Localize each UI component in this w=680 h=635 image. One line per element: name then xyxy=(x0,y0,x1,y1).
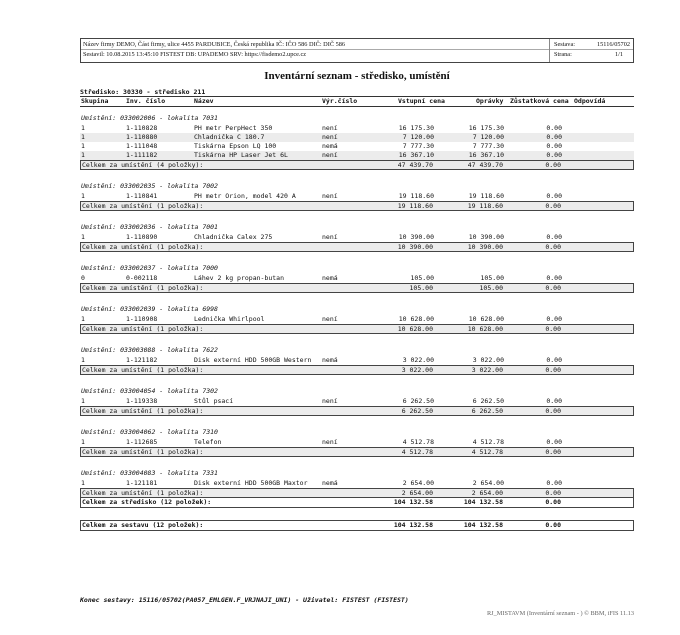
location-label: Umístění: 033004083 - lokalita 7331 xyxy=(81,469,218,477)
location-total-row xyxy=(80,488,634,498)
center-heading: Středisko: 30330 - středisko 211 xyxy=(80,88,206,96)
cell-vstupni: 16 175.30 xyxy=(398,124,434,132)
location-total-zustatkova: 0.00 xyxy=(545,243,561,251)
report-total-label: Celkem za sestavu (12 položek): xyxy=(82,521,204,529)
location-total-zustatkova: 0.00 xyxy=(545,202,561,210)
cell-vstupni: 7 777.30 xyxy=(402,142,434,150)
cell-nazev: Láhev 2 kg propan-butan xyxy=(194,274,285,282)
location-total-zustatkova: 0.00 xyxy=(545,366,561,374)
cell-opravky: 19 118.60 xyxy=(468,192,504,200)
location-heading xyxy=(80,182,634,191)
location-total-row xyxy=(80,324,634,334)
location-total-opravky: 19 118.60 xyxy=(467,202,503,210)
cell-skupina: 1 xyxy=(81,233,85,241)
cell-inv: 1-111048 xyxy=(126,142,158,150)
cell-vstupni: 4 512.78 xyxy=(402,438,434,446)
location-heading xyxy=(80,469,634,478)
table-row xyxy=(80,438,634,447)
location-total-label: Celkem za umístění (1 položka): xyxy=(82,489,204,497)
cell-opravky: 16 367.10 xyxy=(468,151,504,159)
location-label: Umístění: 033002036 - lokalita 7001 xyxy=(81,223,218,231)
cell-opravky: 7 120.00 xyxy=(472,133,504,141)
location-total-zustatkova: 0.00 xyxy=(545,407,561,415)
location-total-label: Celkem za umístění (1 položka): xyxy=(82,202,204,210)
cell-skupina: 1 xyxy=(81,438,85,446)
cell-vyr: není xyxy=(322,151,338,159)
cell-vyr: není xyxy=(322,315,338,323)
strana-label: Strana: xyxy=(554,51,572,58)
location-label: Umístění: 033004054 - lokalita 7302 xyxy=(81,387,218,395)
cell-inv: 1-110908 xyxy=(126,315,158,323)
table-row xyxy=(80,142,634,151)
location-heading xyxy=(80,428,634,437)
table-row xyxy=(80,151,634,160)
location-total-opravky: 10 390.00 xyxy=(467,243,503,251)
location-total-label: Celkem za umístění (1 položka): xyxy=(82,325,204,333)
cell-nazev: Disk externí HDD 500GB Western xyxy=(194,356,312,364)
cell-nazev: Tiskárna Epson LQ 100 xyxy=(194,142,277,150)
location-total-vstupni: 19 118.60 xyxy=(397,202,433,210)
location-total-opravky: 2 654.00 xyxy=(471,489,503,497)
cell-opravky: 3 022.00 xyxy=(472,356,504,364)
location-total-opravky: 4 512.78 xyxy=(471,448,503,456)
cell-nazev: PH metr PerpHect 350 xyxy=(194,124,273,132)
cell-vstupni: 16 367.10 xyxy=(398,151,434,159)
cell-skupina: 1 xyxy=(81,315,85,323)
col-skupina: Skupina xyxy=(81,97,109,105)
table-row xyxy=(80,274,634,283)
location-total-opravky: 6 262.50 xyxy=(471,407,503,415)
cell-opravky: 105.00 xyxy=(480,274,504,282)
sestava-label: Sestava: xyxy=(554,41,575,48)
cell-vyr: nemá xyxy=(322,142,338,150)
location-total-label: Celkem za umístění (1 položka): xyxy=(82,366,204,374)
report-title: Inventární seznam - středisko, umístění xyxy=(264,70,450,82)
location-total-zustatkova: 0.00 xyxy=(545,448,561,456)
cell-skupina: 1 xyxy=(81,479,85,487)
location-total-vstupni: 2 654.00 xyxy=(401,489,433,497)
cell-skupina: 1 xyxy=(81,397,85,405)
cell-inv: 1-121181 xyxy=(126,479,158,487)
cell-opravky: 7 777.30 xyxy=(472,142,504,150)
compiled-info: Sestavil: 10.08.2015 13:45:10 FISTEST DB: UPADEMO SRV: https://fisdemo2.upce.cz xyxy=(83,51,307,58)
report-total-row xyxy=(80,520,634,531)
cell-nazev: Chladnička Calex 275 xyxy=(194,233,273,241)
table-row xyxy=(80,124,634,133)
cell-nazev: Tiskárna HP Laser Jet 6L xyxy=(194,151,288,159)
cell-vyr: není xyxy=(322,124,338,132)
col-zustatkova: Zůstatková cena xyxy=(510,97,569,105)
sestava-value: 15116/05702 xyxy=(596,41,630,48)
table-row xyxy=(80,192,634,201)
strana-value: 1/1 xyxy=(614,51,623,58)
center-total-row xyxy=(80,498,634,508)
location-heading xyxy=(80,264,634,273)
location-label: Umístění: 033002006 - lokalita 7031 xyxy=(81,114,218,122)
cell-vyr: není xyxy=(322,397,338,405)
col-odpovida: Odpovídá xyxy=(574,97,606,105)
center-total-opravky: 104 132.58 xyxy=(463,498,503,506)
location-total-label: Celkem za umístění (4 položky): xyxy=(82,161,204,169)
cell-opravky: 2 654.00 xyxy=(472,479,504,487)
cell-vyr: nemá xyxy=(322,356,338,364)
location-heading xyxy=(80,346,634,355)
location-total-row xyxy=(80,447,634,457)
copyright-line: RJ_MISTAVM (Inventární seznam - ) © BBM, iFIS 11.13 xyxy=(486,610,634,617)
location-label: Umístění: 033002035 - lokalita 7002 xyxy=(81,182,218,190)
cell-opravky: 10 628.00 xyxy=(468,315,504,323)
cell-zustatkova: 0.00 xyxy=(546,124,562,132)
location-total-label: Celkem za umístění (1 položka): xyxy=(82,407,204,415)
location-total-vstupni: 4 512.78 xyxy=(401,448,433,456)
company-info: Název firmy DEMO, Část firmy, ulice 4455 PARDUBICE, Česká republika IČ: IČO 586 DIČ: DIČ 586 xyxy=(83,41,346,48)
cell-vyr: není xyxy=(322,438,338,446)
cell-vstupni: 105.00 xyxy=(410,274,434,282)
table-row xyxy=(80,397,634,406)
cell-vyr: není xyxy=(322,233,338,241)
cell-vyr: není xyxy=(322,133,338,141)
location-total-vstupni: 3 022.00 xyxy=(401,366,433,374)
cell-vstupni: 7 120.00 xyxy=(402,133,434,141)
table-row xyxy=(80,356,634,365)
col-vstupni: Vstupní cena xyxy=(398,97,445,105)
cell-zustatkova: 0.00 xyxy=(546,397,562,405)
center-total-label: Celkem za středisko (12 položek): xyxy=(82,498,212,506)
cell-skupina: 1 xyxy=(81,133,85,141)
location-heading xyxy=(80,387,634,396)
location-heading xyxy=(80,223,634,232)
location-total-label: Celkem za umístění (1 položka): xyxy=(82,448,204,456)
location-label: Umístění: 033004062 - lokalita 7310 xyxy=(81,428,218,436)
cell-inv: 1-119338 xyxy=(126,397,158,405)
cell-vstupni: 3 022.00 xyxy=(402,356,434,364)
location-total-label: Celkem za umístění (1 položka): xyxy=(82,243,204,251)
cell-inv: 1-110890 xyxy=(126,233,158,241)
cell-inv: 1-121182 xyxy=(126,356,158,364)
report-total-vstupni: 104 132.58 xyxy=(393,521,433,529)
location-total-row xyxy=(80,160,634,170)
col-vyr: Výr.číslo xyxy=(322,97,358,105)
cell-nazev: Lednička Whirlpool xyxy=(194,315,265,323)
location-total-vstupni: 6 262.50 xyxy=(401,407,433,415)
cell-zustatkova: 0.00 xyxy=(546,479,562,487)
cell-inv: 1-112685 xyxy=(126,438,158,446)
location-total-row xyxy=(80,201,634,211)
cell-zustatkova: 0.00 xyxy=(546,192,562,200)
cell-vyr: nemá xyxy=(322,274,338,282)
cell-nazev: Telefon xyxy=(194,438,222,446)
cell-vstupni: 19 118.60 xyxy=(398,192,434,200)
cell-inv: 1-110880 xyxy=(126,133,158,141)
cell-opravky: 10 390.00 xyxy=(468,233,504,241)
location-total-opravky: 3 022.00 xyxy=(471,366,503,374)
report-total-zustatkova: 0.00 xyxy=(545,521,561,529)
cell-opravky: 16 175.30 xyxy=(468,124,504,132)
cell-vstupni: 2 654.00 xyxy=(402,479,434,487)
cell-vstupni: 10 390.00 xyxy=(398,233,434,241)
cell-inv: 1-111182 xyxy=(126,151,158,159)
location-total-row xyxy=(80,365,634,375)
cell-skupina: 1 xyxy=(81,142,85,150)
report-end-line: Konec sestavy: 15116/05702(PA057_EMLGEN.F_VRJNAJI_UNI) - Uživatel: FISTEST (FISTEST) xyxy=(80,596,409,604)
location-heading xyxy=(80,305,634,314)
cell-vyr: nemá xyxy=(322,479,338,487)
table-row xyxy=(80,315,634,324)
cell-opravky: 4 512.78 xyxy=(472,438,504,446)
header-column-divider xyxy=(549,39,550,62)
report-total-opravky: 104 132.58 xyxy=(463,521,503,529)
report-header xyxy=(80,38,634,63)
cell-skupina: 1 xyxy=(81,124,85,132)
cell-zustatkova: 0.00 xyxy=(546,438,562,446)
location-total-zustatkova: 0.00 xyxy=(545,284,561,292)
cell-nazev: Disk externí HDD 500GB Maxtor xyxy=(194,479,308,487)
cell-zustatkova: 0.00 xyxy=(546,151,562,159)
cell-nazev: Stůl psací xyxy=(194,397,234,405)
location-total-opravky: 47 439.70 xyxy=(467,161,503,169)
column-header-row xyxy=(80,96,634,107)
location-total-opravky: 10 628.00 xyxy=(467,325,503,333)
location-total-zustatkova: 0.00 xyxy=(545,489,561,497)
cell-vstupni: 6 262.50 xyxy=(402,397,434,405)
cell-inv: 1-110841 xyxy=(126,192,158,200)
cell-vyr: není xyxy=(322,192,338,200)
location-total-row xyxy=(80,242,634,252)
cell-zustatkova: 0.00 xyxy=(546,315,562,323)
header-divider xyxy=(81,49,633,50)
location-label: Umístění: 033002039 - lokalita 6998 xyxy=(81,305,218,313)
table-row xyxy=(80,133,634,142)
location-total-zustatkova: 0.00 xyxy=(545,161,561,169)
center-total-zustatkova: 0.00 xyxy=(545,498,561,506)
location-total-label: Celkem za umístění (1 položka): xyxy=(82,284,204,292)
col-opravky: Oprávky xyxy=(476,97,504,105)
cell-zustatkova: 0.00 xyxy=(546,356,562,364)
col-inv: Inv. číslo xyxy=(126,97,166,105)
cell-zustatkova: 0.00 xyxy=(546,142,562,150)
location-total-row xyxy=(80,283,634,293)
cell-zustatkova: 0.00 xyxy=(546,133,562,141)
cell-nazev: Chladnička C 180.7 xyxy=(194,133,265,141)
location-total-vstupni: 105.00 xyxy=(409,284,433,292)
location-total-zustatkova: 0.00 xyxy=(545,325,561,333)
table-row xyxy=(80,233,634,242)
cell-nazev: PH metr Orion, model 420 A xyxy=(194,192,296,200)
location-label: Umístění: 033003088 - lokalita 7622 xyxy=(81,346,218,354)
location-total-opravky: 105.00 xyxy=(479,284,503,292)
table-row xyxy=(80,479,634,488)
location-label: Umístění: 033002037 - lokalita 7000 xyxy=(81,264,218,272)
location-total-vstupni: 10 390.00 xyxy=(397,243,433,251)
cell-vstupni: 10 628.00 xyxy=(398,315,434,323)
cell-skupina: 1 xyxy=(81,356,85,364)
cell-inv: 1-110828 xyxy=(126,124,158,132)
location-total-row xyxy=(80,406,634,416)
col-nazev: Název xyxy=(194,97,214,105)
cell-skupina: 0 xyxy=(81,274,85,282)
cell-zustatkova: 0.00 xyxy=(546,274,562,282)
cell-skupina: 1 xyxy=(81,151,85,159)
report-page xyxy=(80,38,634,617)
location-total-vstupni: 10 628.00 xyxy=(397,325,433,333)
cell-skupina: 1 xyxy=(81,192,85,200)
center-total-vstupni: 104 132.58 xyxy=(393,498,433,506)
cell-inv: 0-002118 xyxy=(126,274,158,282)
location-heading xyxy=(80,114,634,123)
location-total-vstupni: 47 439.70 xyxy=(397,161,433,169)
cell-zustatkova: 0.00 xyxy=(546,233,562,241)
cell-opravky: 6 262.50 xyxy=(472,397,504,405)
